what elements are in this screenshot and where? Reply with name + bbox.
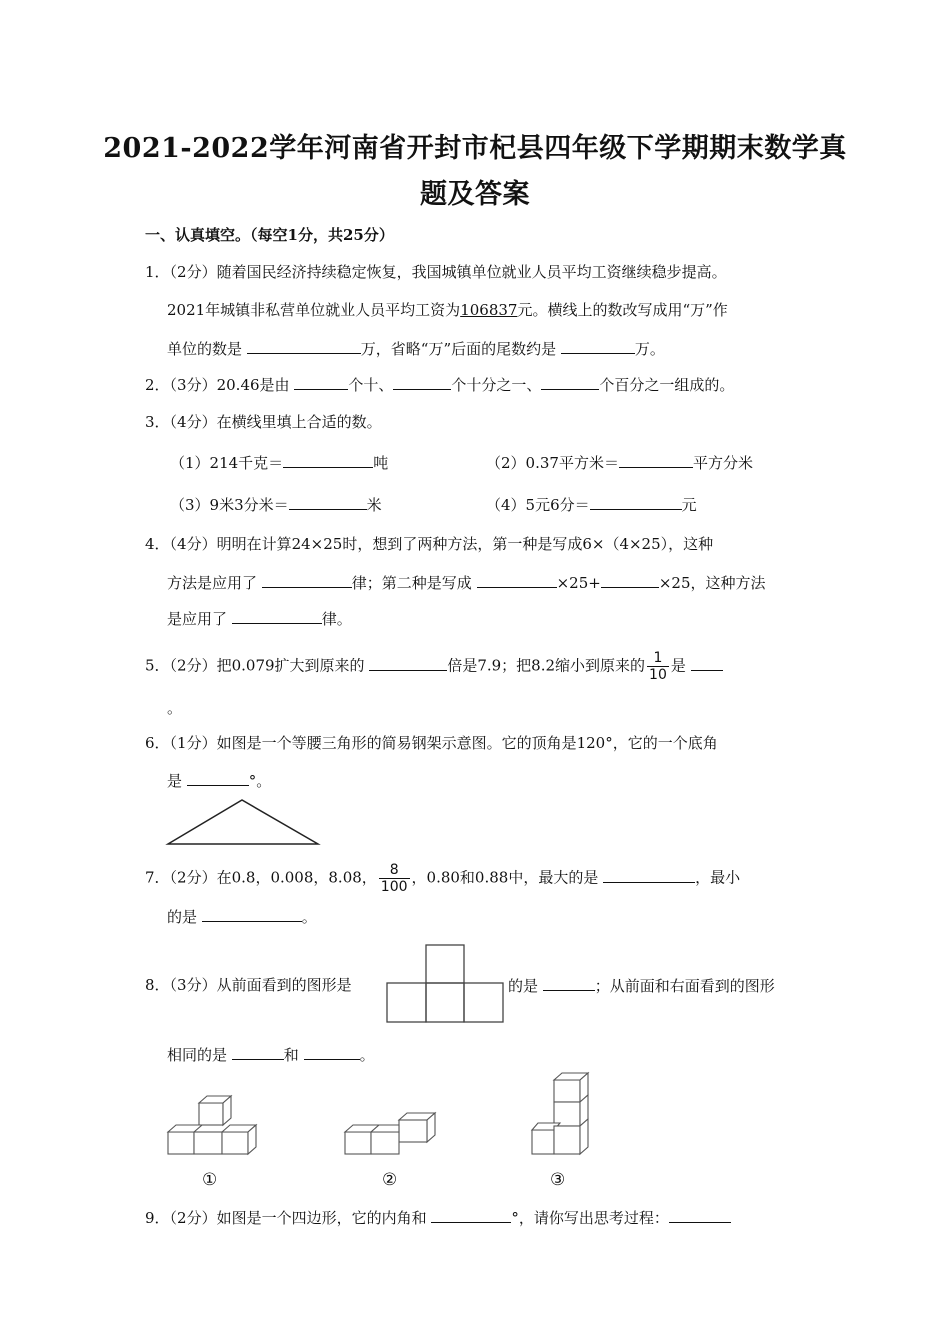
q8-line2: 相同的是 和 。 — [167, 1046, 375, 1064]
q3-part4: （4）5元6分＝ 元 — [486, 496, 697, 514]
answer-blank[interactable] — [669, 1207, 731, 1223]
isosceles-triangle-figure — [166, 798, 320, 846]
answer-blank[interactable] — [304, 1044, 360, 1060]
section-heading: 一、认真填空。（每空1分，共25分） — [145, 226, 394, 244]
q9-line1: 9．（2分）如图是一个四边形，它的内角和 °，请你写出思考过程： — [145, 1207, 731, 1228]
q3-part2: （2）0.37平方米＝ 平方分米 — [486, 454, 753, 472]
answer-blank[interactable] — [543, 975, 595, 991]
q6-line1: 6．（1分）如图是一个等腰三角形的简易钢架示意图。它的顶角是120°，它的一个底角 — [145, 734, 718, 752]
answer-blank[interactable] — [369, 655, 447, 671]
q1-line3: 单位的数是 万，省略“万”后面的尾数约是 万。 — [167, 340, 665, 358]
figure-label-2: ② — [382, 1170, 398, 1190]
answer-blank[interactable] — [262, 572, 352, 588]
page-title-line2: 题及答案 — [420, 179, 530, 210]
answer-blank[interactable] — [283, 452, 373, 468]
cube-figure-3 — [530, 1072, 592, 1160]
answer-blank[interactable] — [294, 374, 348, 390]
q3-part3: （3）9米3分米＝ 米 — [170, 496, 382, 514]
answer-blank[interactable] — [202, 906, 302, 922]
answer-blank[interactable] — [289, 494, 367, 510]
answer-blank[interactable] — [603, 867, 695, 883]
q1-line2: 2021年城镇非私营单位就业人员平均工资为106837元。横线上的数改写成用“万”作 — [167, 301, 728, 319]
answer-blank[interactable] — [590, 494, 682, 510]
figure-label-3: ③ — [550, 1170, 566, 1190]
answer-blank[interactable] — [232, 1044, 284, 1060]
answer-blank[interactable] — [601, 572, 659, 588]
answer-blank[interactable] — [232, 608, 322, 624]
q2-line: 2．（3分）20.46是由 个十、 个十分之一、 个百分之一组成的。 — [145, 376, 735, 394]
q3-part1: （1）214千克＝ 吨 — [170, 454, 389, 472]
q1-line1: 1．（2分）随着国民经济持续稳定恢复，我国城镇单位就业人员平均工资继续稳步提高。 — [145, 263, 727, 281]
q3-heading: 3．（4分）在横线里填上合适的数。 — [145, 413, 382, 431]
answer-blank[interactable] — [619, 452, 693, 468]
answer-blank[interactable] — [561, 338, 635, 354]
q5-line1: 5．（2分）把0.079扩大到原来的 倍是7.9；把8.2缩小到原来的 $\frac{1}{10}$ 是 — [145, 650, 723, 683]
answer-blank[interactable] — [477, 572, 557, 588]
answer-blank[interactable] — [691, 655, 723, 671]
fraction-one-tenth: $\frac{1}{10}$ — [649, 650, 667, 683]
q4-line1: 4．（4分）明明在计算24×25时，想到了两种方法，第一种是写成6×（4×25），这种 — [145, 535, 714, 553]
q4-line2: 方法是应用了 律；第二种是写成 ×25+ ×25，这种方法 — [167, 574, 766, 592]
cube-figure-1 — [166, 1095, 258, 1157]
q8-line1-b: 的是 ；从前面和右面看到的图形 — [508, 977, 775, 995]
q1-underlined-number: 106837 — [460, 301, 518, 319]
front-view-figure — [385, 944, 505, 1024]
answer-blank[interactable] — [393, 374, 451, 390]
answer-blank[interactable] — [247, 338, 361, 354]
q7-line1: 7．（2分）在0.8，0.008，8.08， $\frac{8}{100}$ ，0.80和0.88中，最大的是 ，最小 — [145, 862, 741, 895]
answer-blank[interactable] — [431, 1207, 511, 1223]
q6-line2: 是 °。 — [167, 772, 272, 790]
cube-figure-2 — [343, 1112, 439, 1158]
answer-blank[interactable] — [541, 374, 599, 390]
q7-line2: 的是 。 — [167, 908, 317, 926]
q8-line1-a: 8．（3分）从前面看到的图形是 — [145, 976, 352, 994]
q4-line3: 是应用了 律。 — [167, 610, 352, 628]
q5-line2: 。 — [167, 699, 183, 717]
fraction-eight-hundredths: $\frac{8}{100}$ — [380, 862, 408, 895]
page-title-line1: 2021-2022学年河南省开封市杞县四年级下学期期末数学真 — [103, 133, 847, 164]
figure-label-1: ① — [202, 1170, 218, 1190]
answer-blank[interactable] — [187, 770, 249, 786]
